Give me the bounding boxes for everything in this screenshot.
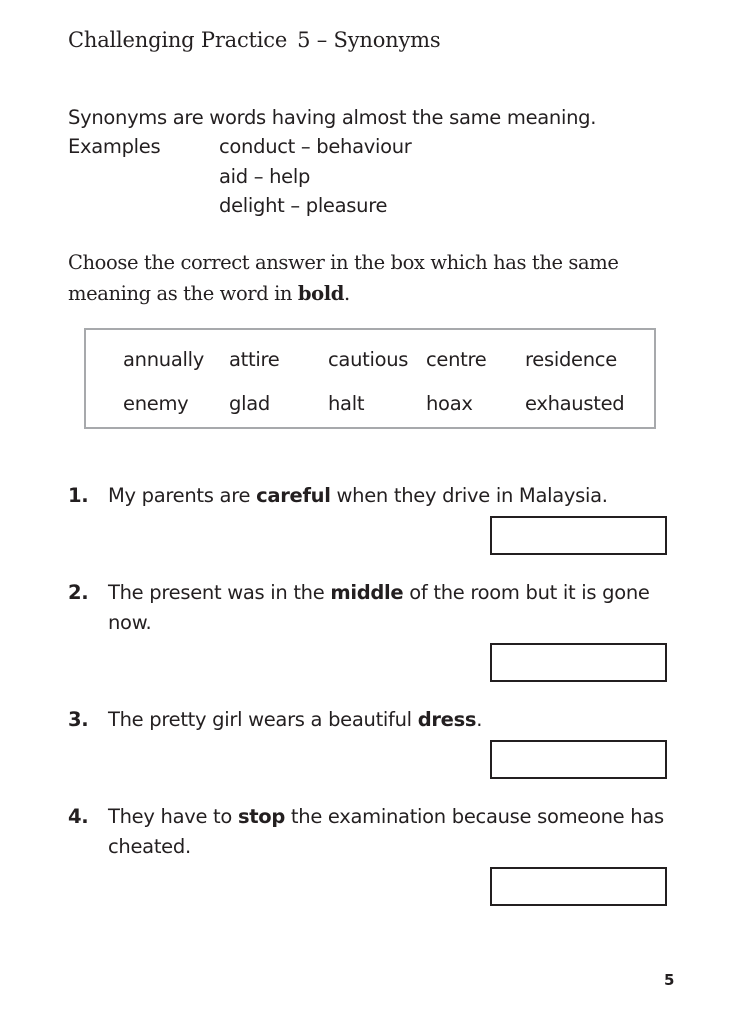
question-part: . — [476, 708, 483, 731]
word-bank-item: attire — [229, 348, 280, 371]
instruction-text — [68, 247, 688, 309]
title-text: Challenging Practice — [68, 28, 288, 52]
question-bold-word: careful — [256, 484, 331, 507]
question-part: of the room but it is gone now. — [108, 581, 650, 634]
question-text — [108, 705, 688, 735]
word-bank-item: cautious — [328, 348, 409, 371]
question-bold-word: dress — [417, 708, 477, 731]
example-item: conduct – behaviour — [219, 135, 412, 158]
question-number: 2. — [68, 581, 89, 604]
word-bank-item: enemy — [123, 392, 189, 415]
question-bold-word: stop — [237, 805, 286, 828]
instruction-part: Choose the correct answer in the box which has the same meaning as the word in — [68, 251, 619, 305]
practice-number: 5 – Synonyms — [297, 28, 441, 52]
question-bold-word: middle — [330, 581, 404, 604]
question-text — [108, 802, 688, 861]
instruction-bold-word: bold — [297, 282, 344, 305]
example-item: delight – pleasure — [219, 194, 388, 217]
answer-box[interactable] — [490, 643, 667, 682]
question-number: 1. — [68, 484, 89, 507]
answer-box[interactable] — [490, 516, 667, 555]
question-part: The present was in the — [108, 581, 331, 604]
word-bank-item: hoax — [426, 392, 473, 415]
question-part: My parents are — [108, 484, 257, 507]
word-bank-item: halt — [328, 392, 365, 415]
question-part: when they drive in Malaysia. — [330, 484, 608, 507]
examples-label: Examples — [68, 135, 161, 158]
example-item: aid – help — [219, 164, 311, 188]
question-part: the examination because someone has cheated. — [108, 805, 664, 858]
synonym-definition: Synonyms are words having almost the same meaning. — [68, 106, 597, 129]
page-number: 5 — [664, 971, 675, 989]
answer-box[interactable] — [490, 867, 667, 906]
question-part: The pretty girl wears a beautiful — [108, 708, 418, 731]
answer-box[interactable] — [490, 740, 667, 779]
examples-list — [219, 132, 412, 221]
question-number: 3. — [68, 708, 89, 731]
word-bank-item: exhausted — [525, 392, 625, 415]
instruction-part: . — [343, 282, 350, 305]
page-title — [68, 28, 440, 52]
question-text — [108, 578, 688, 637]
word-bank-item: annually — [123, 348, 204, 371]
word-bank-item: glad — [229, 392, 270, 415]
word-bank-item: centre — [426, 348, 487, 371]
question-number: 4. — [68, 805, 89, 828]
word-bank-box — [84, 328, 656, 429]
word-bank-item: residence — [525, 348, 617, 371]
question-text — [108, 481, 688, 511]
question-part: They have to — [108, 805, 238, 828]
